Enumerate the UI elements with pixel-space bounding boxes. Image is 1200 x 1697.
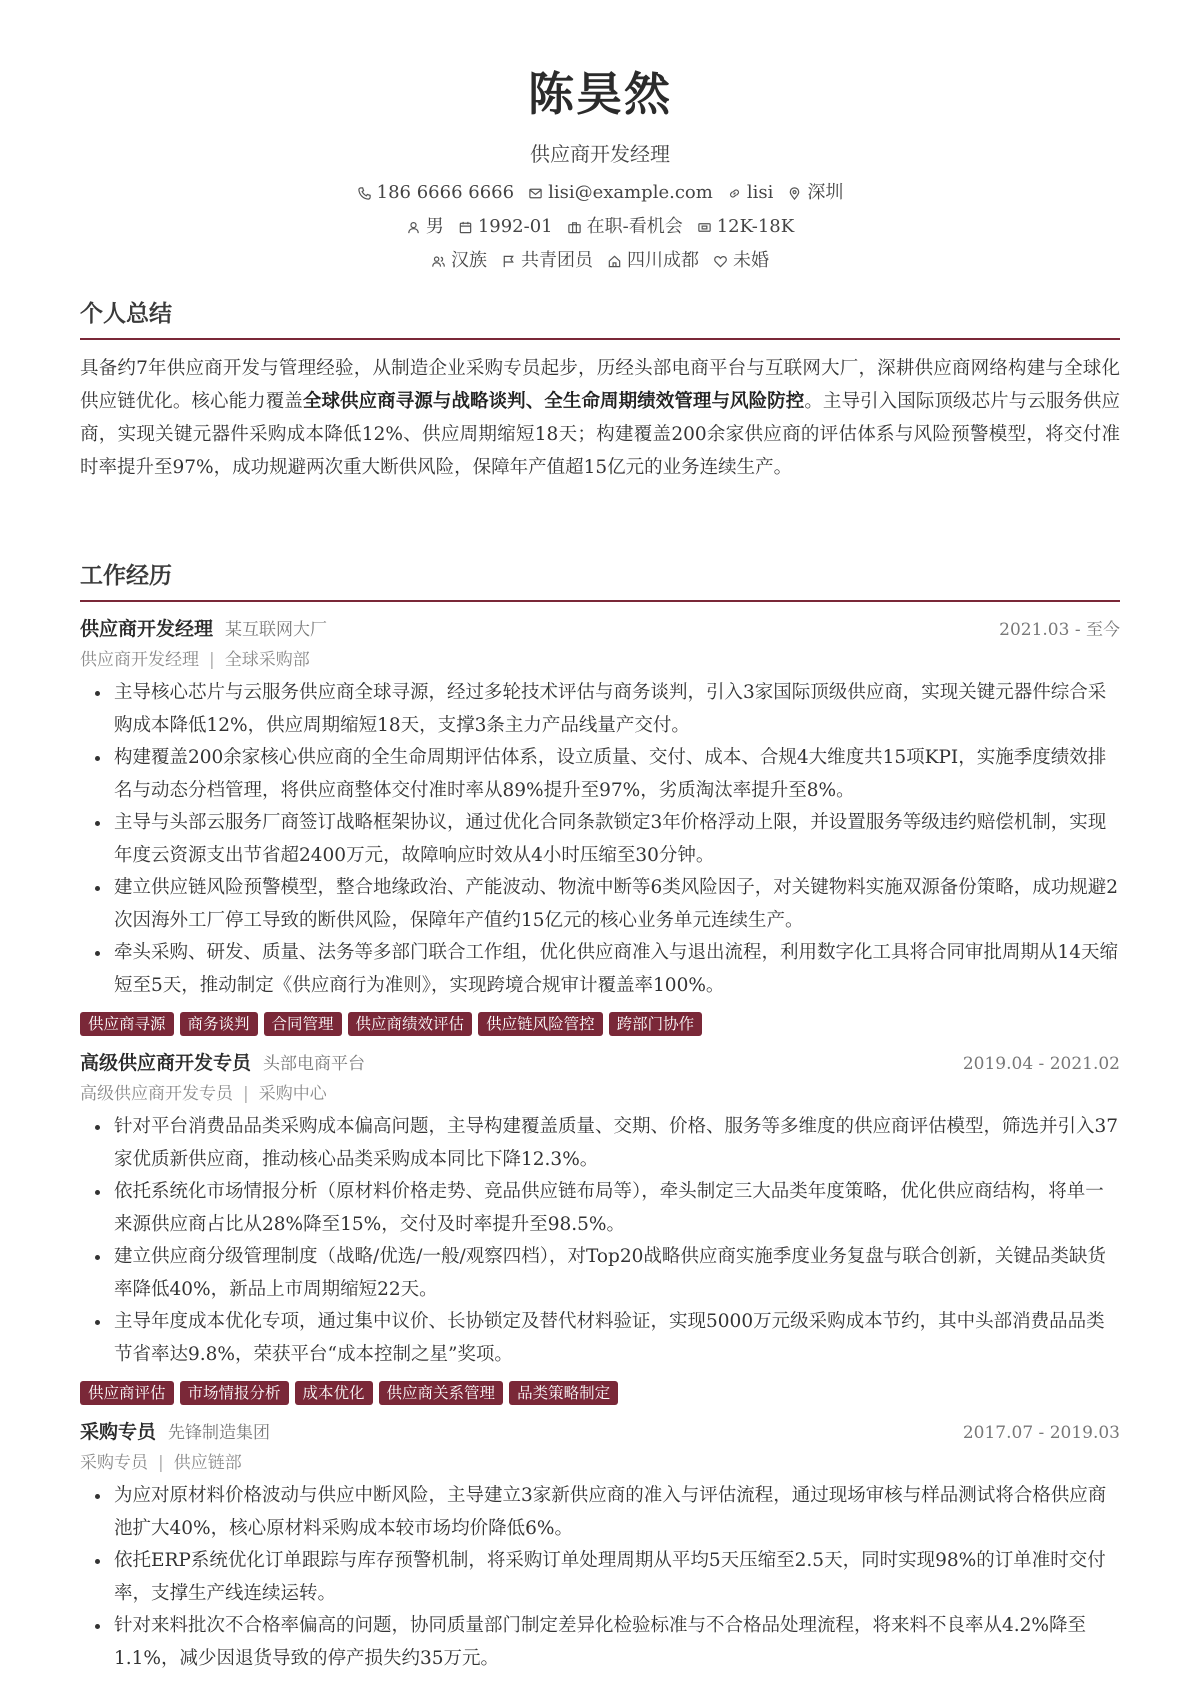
skill-tag: 成本优化 — [295, 1381, 373, 1405]
info-birth: 1992-01 — [458, 214, 553, 240]
bullet-item: • 为应对原材料价格波动与供应中断风险，主导建立3家新供应商的准入与评估流程，通过现场审核与样品测试将合格供应商池扩大40%，核心原材料采购成本较市场均价降低6%。 — [112, 1480, 1120, 1545]
skill-tag: 商务谈判 — [180, 1012, 258, 1036]
job-company: 先锋制造集团 — [168, 1423, 271, 1443]
mail-icon — [528, 186, 543, 201]
job-subtitle: 供应商开发经理 | 全球采购部 — [80, 650, 310, 670]
bullet-item: • 主导核心芯片与云服务供应商全球寻源，经过多轮技术评估与商务谈判，引入3家国际顶级供应商，实现关键元器件综合采购成本降低12%，供应周期缩短18天，支撑3条主力产品线量产交付。 — [112, 677, 1120, 742]
job-bullets — [80, 1480, 1120, 1675]
summary-highlight: 全球供应商寻源与战略谈判、全生命周期绩效管理与风险防控 — [302, 391, 805, 412]
candidate-name: 陈昊然 — [528, 67, 672, 121]
job-subtitle: 高级供应商开发专员 | 采购中心 — [80, 1084, 327, 1104]
bullet-item: • 构建覆盖200余家核心供应商的全生命周期评估体系，设立质量、交付、成本、合规4大维度共15项KPI，实施季度绩效排名与动态分档管理，将供应商整体交付准时率从89%提升至97%，劣质淘汰率提升至8%。 — [112, 742, 1120, 807]
skill-tags — [80, 1012, 1120, 1036]
user-icon — [406, 220, 421, 235]
skill-tag: 供应商评估 — [80, 1381, 174, 1405]
info-salary: 12K-18K — [697, 214, 794, 240]
bullet-item: • 针对来料批次不合格率偏高的问题，协同质量部门制定差异化检验标准与不合格品处理流程，将来料不良率从4.2%降至1.1%，减少因退货导致的停产损失约35万元。 — [112, 1610, 1120, 1675]
job-bullets — [80, 677, 1120, 1002]
phone-icon — [357, 186, 372, 201]
bullet-item: • 依托系统化市场情报分析（原材料价格走势、竞品供应链布局等），牵头制定三大品类年度策略，优化供应商结构，将单一来源供应商占比从28%降至15%，交付及时率提升至98.5%。 — [112, 1176, 1120, 1241]
skill-tag: 合同管理 — [264, 1012, 342, 1036]
bullet-item: • 牵头采购、研发、质量、法务等多部门联合工作组，优化供应商准入与退出流程，利用数字化工具将合同审批周期从14天缩短至5天，推动制定《供应商行为准则》，实现跨境合规审计覆盖率100%。 — [112, 937, 1120, 1002]
contact-location: 深圳 — [787, 180, 843, 206]
job-date: 2017.07 - 2019.03 — [962, 1423, 1120, 1443]
info-status: 在职-看机会 — [567, 214, 683, 240]
resume-header — [0, 0, 1200, 274]
experience-section — [80, 560, 1120, 1675]
job-bullets — [80, 1111, 1120, 1371]
summary-text: 具备约7年供应商开发与管理经验，从制造企业采购专员起步，历经头部电商平台与互联网大厂，深耕供应商网络构建与全球化供应链优化。核心能力覆盖全球供应商寻源与战略谈判、全生命周期绩效管理与风险防控。主导引入国际顶级芯片与云服务供应商，实现关键元器件采购成本降低12%、供应周期缩短18天；构建覆盖200余家供应商的评估体系与风险预警模型，将交付准时率提升至97%，成功规避两次重大断供风险，保障年产值超15亿元的业务连续生产。 — [80, 358, 1120, 478]
bullet-item: • 主导与头部云服务厂商签订战略框架协议，通过优化合同条款锁定3年价格浮动上限，并设置服务等级违约赔偿机制，实现年度云资源支出节省超2400万元，故障响应时效从4小时压缩至30分钟。 — [112, 807, 1120, 872]
contact-link: lisi — [727, 180, 774, 206]
skill-tags — [80, 1381, 1120, 1405]
people-icon — [431, 254, 446, 269]
skill-tag: 供应链风险管控 — [478, 1012, 603, 1036]
contact-email: lisi@example.com — [528, 180, 713, 206]
bullet-item: • 主导年度成本优化专项，通过集中议价、长协锁定及替代材料验证，实现5000万元级采购成本节约，其中头部消费品品类节省率达9.8%，荣获平台“成本控制之星”奖项。 — [112, 1306, 1120, 1371]
skill-tag: 供应商寻源 — [80, 1012, 174, 1036]
job-date: 2021.03 - 至今 — [999, 620, 1120, 640]
bullet-item: • 建立供应链风险预警模型，整合地缘政治、产能波动、物流中断等6类风险因子，对关键物料实施双源备份策略，成功规避2次因海外工厂停工导致的断供风险，保障年产值约15亿元的核心业务单元连续生产。 — [112, 872, 1120, 937]
calendar-icon — [458, 220, 473, 235]
job-date: 2019.04 - 2021.02 — [962, 1054, 1120, 1074]
job-entry — [80, 614, 1120, 1036]
summary-heading: 个人总结 — [80, 298, 1120, 340]
home-icon — [607, 254, 622, 269]
job-company: 某互联网大厂 — [225, 620, 328, 640]
skill-tag: 品类策略制定 — [509, 1381, 618, 1405]
flag-icon — [501, 254, 516, 269]
job-header — [80, 1048, 1120, 1075]
job-role: 高级供应商开发专员 — [80, 1052, 252, 1074]
info-gender: 男 — [406, 214, 444, 240]
contact-row-3 — [0, 248, 1200, 274]
job-role: 采购专员 — [80, 1421, 157, 1443]
location-icon — [787, 186, 802, 201]
link-icon — [727, 186, 742, 201]
job-header — [80, 1417, 1120, 1444]
experience-heading: 工作经历 — [80, 560, 1120, 602]
info-ethnicity: 汉族 — [431, 248, 487, 274]
job-company: 头部电商平台 — [263, 1054, 366, 1074]
salary-icon — [697, 220, 712, 235]
heart-icon — [713, 254, 728, 269]
target-position: 供应商开发经理 — [530, 142, 670, 166]
skill-tag: 市场情报分析 — [180, 1381, 289, 1405]
bullet-item: • 建立供应商分级管理制度（战略/优选/一般/观察四档），对Top20战略供应商实施季度业务复盘与联合创新，关键品类缺货率降低40%，新品上市周期缩短22天。 — [112, 1241, 1120, 1306]
contact-row-2 — [0, 214, 1200, 240]
separator: | — [243, 1084, 249, 1104]
skill-tag: 跨部门协作 — [609, 1012, 703, 1036]
job-header — [80, 614, 1120, 641]
info-political: 共青团员 — [501, 248, 593, 274]
bullet-item: • 依托ERP系统优化订单跟踪与库存预警机制，将采购订单处理周期从平均5天压缩至2.5天，同时实现98%的订单准时交付率，支撑生产线连续运转。 — [112, 1545, 1120, 1610]
separator: | — [209, 650, 215, 670]
job-role: 供应商开发经理 — [80, 618, 214, 640]
job-entry — [80, 1048, 1120, 1405]
job-entry — [80, 1417, 1120, 1675]
summary-section — [80, 298, 1120, 484]
info-hometown: 四川成都 — [607, 248, 699, 274]
bullet-item: • 针对平台消费品品类采购成本偏高问题，主导构建覆盖质量、交期、价格、服务等多维度的供应商评估模型，筛选并引入37家优质新供应商，推动核心品类采购成本同比下降12.3%。 — [112, 1111, 1120, 1176]
info-marital: 未婚 — [713, 248, 769, 274]
briefcase-icon — [567, 220, 582, 235]
separator: | — [158, 1453, 164, 1473]
skill-tag: 供应商绩效评估 — [348, 1012, 473, 1036]
contact-phone: 186 6666 6666 — [357, 180, 514, 206]
skill-tag: 供应商关系管理 — [379, 1381, 504, 1405]
contact-row-1 — [0, 180, 1200, 206]
job-subtitle: 采购专员 | 供应链部 — [80, 1453, 242, 1473]
